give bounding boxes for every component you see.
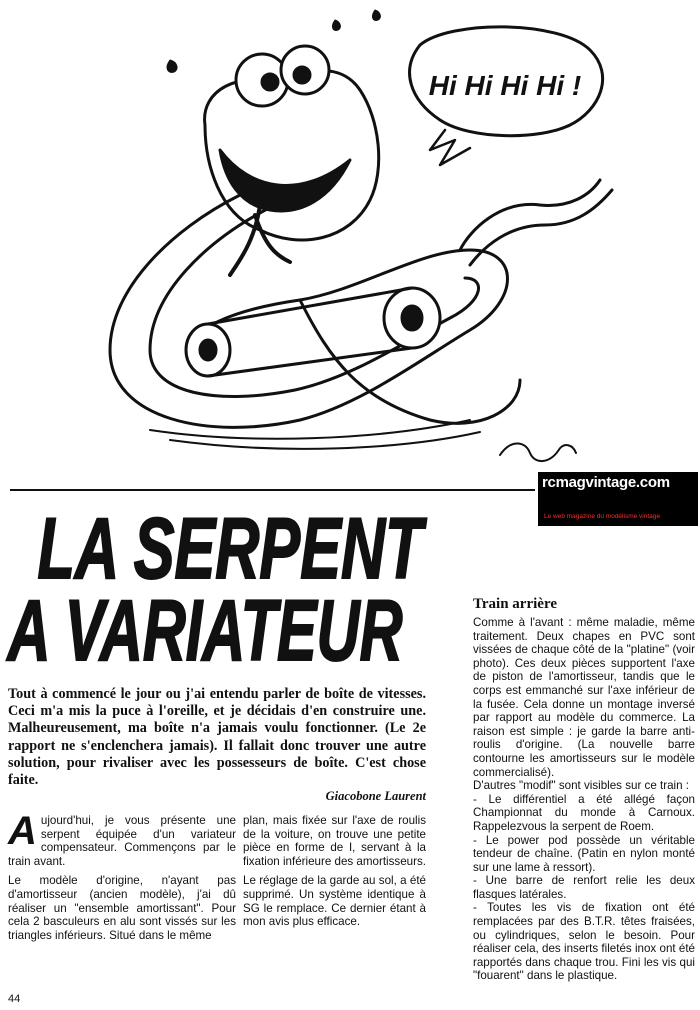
paragraph: Comme à l'avant : même maladie, même traitement. Deux chapes en PVC sont vissées de chaque côté de la "platine" (voir photo). Ces deux pièces supportent l'axe de piston de l'amortisseur, tandis que le corps est emmanché sur l'axe inférieur de la fusée. Cela donne un montage inversé par rapport au modèle du commerce. La raison est simple : je garde la barre anti-roulis d'origine. (La nouvelle barre contourne les amortisseurs sur le modèle commercialisé).: [473, 616, 695, 779]
horizontal-rule: [10, 489, 535, 491]
body-column-middle: [243, 814, 426, 935]
headline-line-2: A VARIATEUR: [6, 583, 403, 670]
paragraph: - Le différentiel a été allégé façon Championnat du monde à Carnoux. Rappelezvous la serpent de Roem.: [473, 792, 695, 833]
logo-tagline: Le web magazine du modélisme vintage: [544, 513, 660, 520]
logo-site-name: rcmagvintage.com: [542, 474, 670, 491]
body-column-left: [8, 809, 236, 948]
section-title-train-arriere: Train arrière: [473, 596, 557, 612]
headline-line-1: LA SERPENT: [37, 501, 428, 597]
belt: [208, 288, 412, 376]
snake-tail: [460, 180, 600, 250]
body-column-right: [473, 616, 695, 983]
paragraph: - Toutes les vis de fixation ont été remplacées par des B.T.R. têtes fraisées, ou cylindriques, selon le besoin. Pour réaliser cela, des inserts filetés inox ont été rapportés dans chaque trou. Fini les vis qui "fouarent" dans le plastique.: [473, 901, 695, 983]
paragraph: Le modèle d'origine, n'ayant pas d'amortisseur (ancien modèle), j'ai dû réaliser un "ensemble amortissant". Pour cela 2 basculeurs en alu sont vissés sur les triangles inférieurs. Situé dans le même: [8, 874, 236, 942]
paragraph: D'autres "modif" sont visibles sur ce train :: [473, 779, 689, 793]
paragraph: - Le power pod possède un véritable tendeur de chaîne. (Patin en nylon monté sur une lame à ressort).: [473, 833, 695, 874]
paragraph: plan, mais fixée sur l'axe de roulis de la voiture, on trouve une petite pièce en forme de I, servant à la fixation inférieure des amortisseurs.: [243, 814, 427, 868]
paragraph-text: ujourd'hui, je vous présente une serpent équipée d'un variateur compensateur. Commençons par le train avant.: [8, 814, 236, 868]
author-byline: Giacobone Laurent: [325, 789, 426, 803]
snake-head: [205, 71, 379, 240]
snake-body: [110, 195, 508, 427]
article-headline: [0, 500, 470, 670]
rcmagvintage-logo[interactable]: [538, 472, 698, 526]
paragraph: [8, 809, 236, 868]
speech-bubble-text: Hi Hi Hi Hi !: [428, 70, 582, 101]
article-intro: Tout à commencé le jour ou j'ai entendu parler de boîte de vitesses. Ceci m'a mis la puce à l'oreille, et je décidais d'en construire une. Malheureusement, ma boîte n'a jamais voulu fonctionner. (Le 2e rapport ne s'enclenchera jamais). Il fallait donc trouver une autre solution, pour rivaliser avec les possesseurs de boîte. C'est chose faite.: [8, 686, 426, 789]
page-number: 44: [8, 993, 21, 1005]
mouth: [220, 150, 350, 211]
drop-cap: A: [8, 809, 37, 853]
snake-cartoon-illustration: [0, 0, 700, 490]
artist-signature: [500, 443, 576, 461]
paragraph: Le réglage de la garde au sol, a été supprimé. Un système identique à SG le remplace. Ce dernier étant à mon avis plus efficace.: [243, 874, 426, 929]
paragraph: - Une barre de renfort relie les deux flasques latérales.: [473, 874, 695, 901]
